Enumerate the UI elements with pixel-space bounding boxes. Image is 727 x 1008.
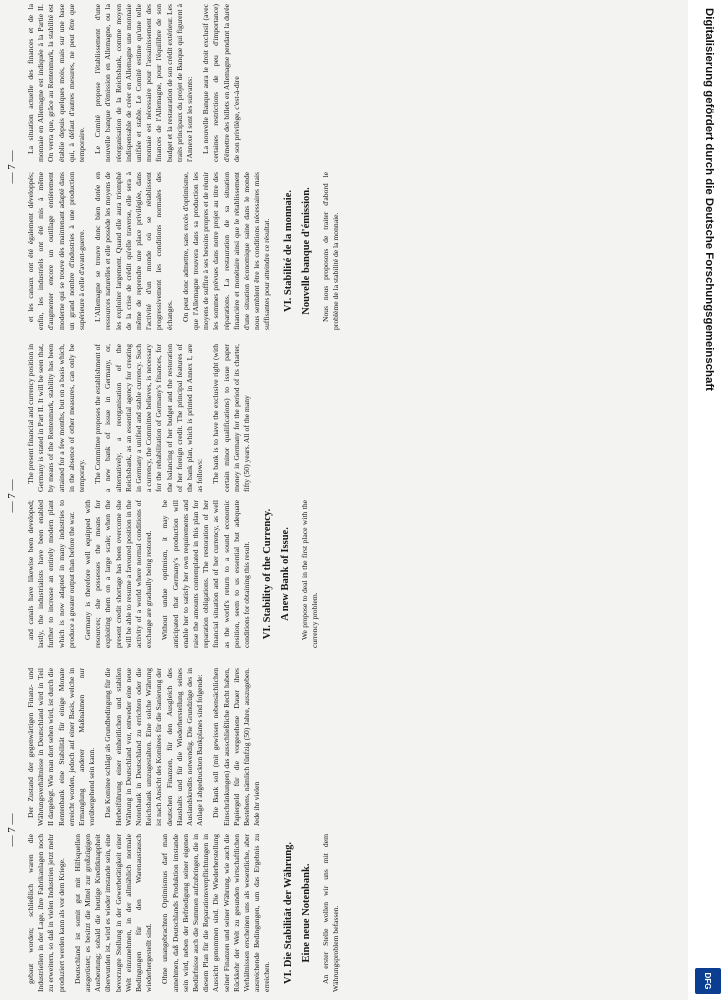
paragraph: Ohne unangebrachten Optimismus darf man annehmen, daß Deutschlands Produktion imstande sein wird, neben der Befriedigung seiner eigenen Bedürfnisse auch die Summen aufzubringen, die in diesem Plan für die Reparationsverpflichtungen in Aussicht genommen sind. Die Wiederherstellung seiner Finanzen und seiner Währung, wie auch die Rückkehr der Welt zu gesunden wirtschaftlichen Verhältnissen erscheinen uns als wesentliche, aber ausreichende Bedingungen, um das Ergebnis zu erreichen. (160, 834, 272, 992)
page-number: — 7 — (6, 150, 18, 184)
section-heading: VI. Die Stabilität der Währung. (282, 842, 294, 984)
column-left (26, 834, 347, 992)
column-right (26, 668, 268, 826)
page-english (4, 344, 684, 648)
page-french (4, 4, 684, 330)
paragraph: Deutschland ist somit gut mit Hilfsquellen ausgerüstet; es besitzt die Mittel zur großzügigen Ausbeutung; sobald die heutige Kreditknappheit überwunden ist, wird es wieder imstande sein, eine bevorzugte Stellung in der Gewerbetätigkeit einer Welt einzunehmen, in der allmählich normale Bedingungen für den Warenaustausch wiederhergestellt sind. (72, 834, 154, 992)
paragraph: La nouvelle Banque aura le droit exclusif (avec certaines restrictions de peu d'importance) d'émettre des billets en Allemagne pendant la durée de son privilège, c'est-à-dire (201, 4, 241, 162)
page-number: — 7 — (6, 479, 18, 513)
section-heading: VI. Stability of the Currency. (262, 508, 274, 640)
paragraph: et les canaux ont été également développés; enfin, les industriels ont été mis à même d'augmenter encore un outillage entièrement moderne qui se trouve dès maintenant adapté dans un grand nombre d'industries à une production supérieure à celle d'avant-guerre. (26, 172, 87, 330)
paragraph: Le Comité propose l'établissement d'une nouvelle banque d'émission en Allemagne, ou la réorganisation de la Reichsbank, comme moyen indispensable de créer en Allemagne une monnaie unifiée et stable. Le Comité estime qu'une telle monnaie est nécessaire pour l'assainissement des finances de l'Allemagne, pour l'équilibre de son budget et la restauration de son crédit extérieur. Les traits principaux du projet de Banque qui figurent à l'Annexe I sont les suivants: (93, 4, 195, 162)
paragraph: The bank is to have the exclusive right (with certain minor qualifications) to issue paper money in Germany for the period of its charter, fifty (50) years. All of the many (211, 344, 252, 492)
section-heading: VI. Stabilité de la monnaie. (282, 190, 294, 312)
footer-credit: Digitalisierung gefördert durch die Deutsche Forschungsgemeinschaft (703, 8, 715, 391)
section-subheading: A new Bank of Issue. (280, 527, 292, 621)
paragraph: La situation actuelle des finances et de la monnaie en Allemagne est indiquée à la Partie II. On verra que, grâce au Rentenmark, la stabilité est établie depuis quelques mois, mais sur une base qui, à défaut d'autres mesures, ne peut être que temporaire. (26, 4, 87, 162)
dfg-logo: DFG (695, 968, 721, 994)
paragraph: The present financial and currency position in Germany is stated in Part II. It will be seen that, by means of the Rentenmark, stability has been attained for a few months, but on a basis which, in the absence of other measures, can only be temporary. (26, 344, 87, 492)
paragraph: gebaut worden; schließlich waren die Industriellen in der Lage, ihre Fabrikanlagen noch zu erweitern, so daß in vielen Industrien jetzt mehr produziert werden kann als vor dem Kriege. (26, 834, 66, 992)
paragraph: On peut donc admettre, sans excès d'optimisme, que l'Allemagne trouvera dans sa production les moyens de suffire à ses besoins propres et de réunir les sommes prévues dans notre projet au titre des réparations. La restauration de sa situation financière et monétaire ainsi que le rétablissement d'une situation économique saine dans le monde nous semblent être les conditions nécessaires mais suffisantes pour atteindre ce résultat. (180, 172, 272, 330)
column-left (26, 500, 327, 648)
column-left (26, 172, 347, 330)
column-right (26, 344, 258, 492)
section-subheading: Eine neue Notenbank. (300, 863, 312, 963)
paragraph: Das Komitee schlägt als Grundbedingung für die Herbeiführung einer einheitlichen und stabilen Währung in Deutschland vor, entweder eine neue Notenbank in Deutschland zu errichten oder die Reichsbank umzugestalten. Eine solche Währung ist nach Ansicht des Komitees für die Sanierung der deutschen Finanzen, für den Ausgleich des Haushalts und für die Wiederherstellung seines Auslandskredits notwendig. Die Grundzüge des in Anlage I abgedruckten Bankplanes sind folgende: (103, 668, 205, 826)
paragraph: and canals have likewise been developed; lastly, the industrialists have been enabled further to increase an entirely modern plant which is now adapted in many industries to produce a greater output than before the war. (26, 500, 76, 648)
paragraph: Without undue optimism, it may be anticipated that Germany's production will enable her to satisfy her own requirements and raise the amounts contemplated in this plan for reparation obligations. The restoration of her financial situation and of her currency, as well as the world's return to a sound economic position, seem to us essential but adequate conditions for obtaining this result. (160, 500, 252, 648)
paragraph: L'Allemagne se trouve donc bien dotée en ressources naturelles et elle possède les moyens de les exploiter largement. Quand elle aura triomphé de la crise de crédit qu'elle traverse, elle sera à même de reprendre une place privilégiée, dans l'activité d'un monde où se rétablissent progressivement les conditions normales des échanges. (93, 172, 174, 330)
paragraph: Die Bank soll (mit gewissen nebensächlichen Einschränkungen) das ausschließliche Recht haben, Papiergeld für die vorgesehene Dauer ihres Bestehens, nämlich fünfzig (50) Jahre, auszugeben. Jede ihr vielen (211, 668, 262, 826)
page-number: — 7 — (6, 813, 18, 847)
paragraph: Der Zustand der gegenwärtigen Finanz- und Währungsverhältnisse in Deutschland wird in Teil II dargelegt. Wie man dort sehen wird, ist durch die Rentenbank eine Stabilität für einige Monate erreicht worden, jedoch auf einer Basis, welche in Ermanglung anderer Maßnahmen nur vorübergehend sein kann. (26, 668, 97, 826)
paragraph: Nous nous proposons de traiter d'abord le problème de la stabilité de la monnaie. (320, 172, 340, 330)
page-german (4, 668, 684, 992)
paragraph: An erster Stelle wollen wir uns mit dem Währungsproblem befassen. (320, 834, 340, 992)
paragraph: We propose to deal in the first place with the currency problem. (300, 500, 320, 648)
paragraph: Germany is therefore well equipped with resources; she possesses the means for exploiting them on a large scale; when the present credit shortage has been overcome she will be able to resume a favoured position in the activity of a world where normal conditions of exchange are gradually being restored. (83, 500, 154, 648)
digitization-footer (690, 0, 727, 1000)
paragraph: The Committee proposes the establishment of a new bank of issue in Germany, or, alternatively, a reorganisation of the Reichsbank, as an essential agency for creating in Germany a unified and stable currency. Such a currency, the Committee believes, is necessary for the rehabilitation of Germany's finances, for the balancing of her budget and the restoration of her foreign credit. The principal features of the bank plan, which is printed in Annex I, are as follows: (93, 344, 205, 492)
section-subheading: Nouvelle banque d'émission. (300, 187, 312, 315)
column-right (26, 4, 248, 162)
